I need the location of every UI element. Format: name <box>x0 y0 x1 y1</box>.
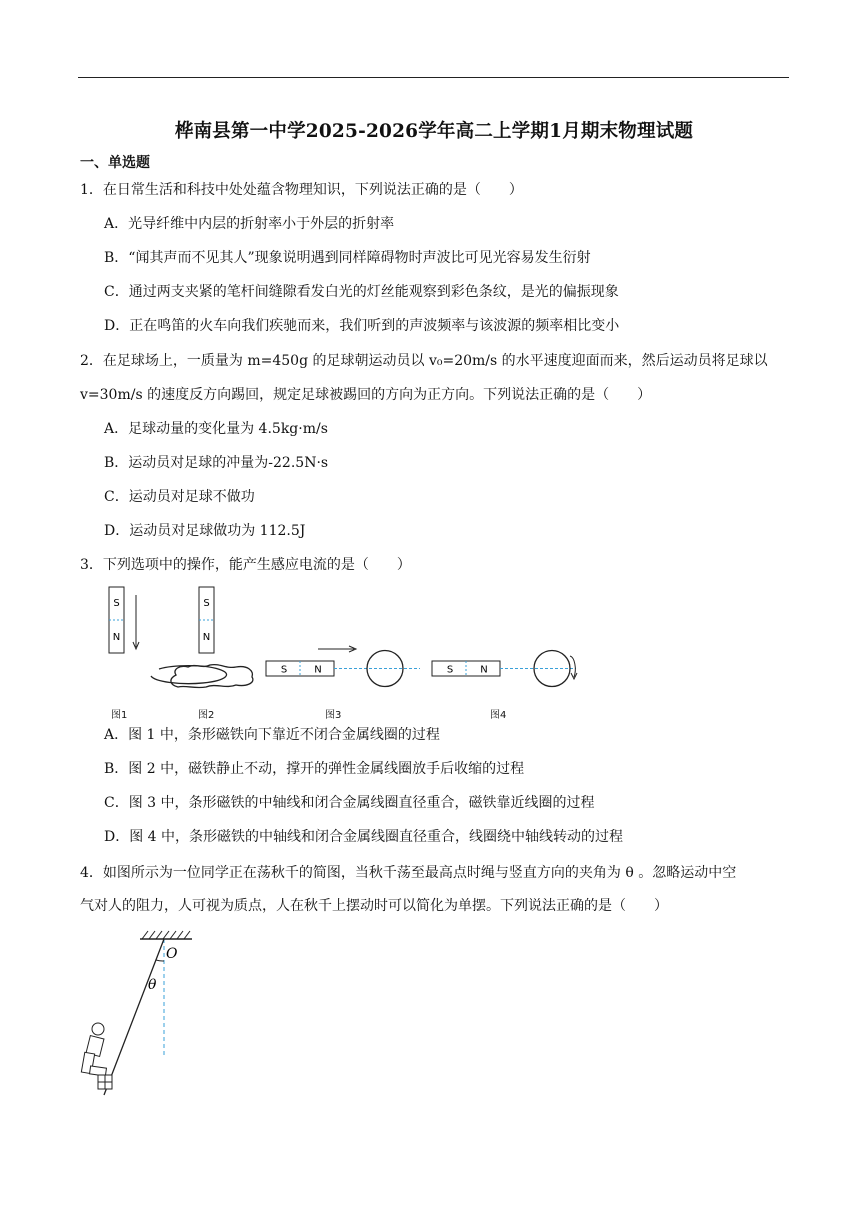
question-1-option-b: B．“闻其声而不见其人”现象说明遇到同样障碍物时声波比可见光容易发生衍射 <box>104 250 591 266</box>
figure-2 <box>171 587 253 688</box>
question-2-option-b: B．运动员对足球的冲量为-22.5N·s <box>104 455 329 471</box>
figure-4-label: 图4 <box>490 710 507 721</box>
question-1-option-c: C．通过两支夹紧的笔杆间缝隙看发白光的灯丝能观察到彩色条纹，是光的偏振现象 <box>104 284 619 300</box>
page-title: 桦南县第一中学2025-2026学年高二上学期1月期末物理试题 <box>174 121 694 142</box>
figure-3-label: 图3 <box>325 710 342 721</box>
question-3-option-b: B．图 2 中，磁铁静止不动，撑开的弹性金属线圈放手后收缩的过程 <box>104 761 525 777</box>
question-3-option-c: C．图 3 中，条形磁铁的中轴线和闭合金属线圈直径重合，磁铁靠近线圈的过程 <box>104 795 595 811</box>
pivot-label: O <box>166 946 178 962</box>
figure-3-pole-s: S <box>280 664 288 676</box>
angle-label: θ <box>148 977 157 993</box>
figure-4-pole-s: S <box>446 664 454 676</box>
ceiling-hatch <box>142 931 190 939</box>
section-heading: 一、单选题 <box>80 155 150 171</box>
question-1-option-d: D．正在鸣笛的火车向我们疾驰而来，我们听到的声波频率与该波源的频率相比变小 <box>104 318 620 334</box>
figure-1-open-ring <box>151 666 227 684</box>
figure-1-pole-s: S <box>113 598 120 609</box>
question-3-option-a: A．图 1 中，条形磁铁向下靠近不闭合金属线圈的过程 <box>104 727 440 743</box>
figure-2-pole-s: S <box>203 598 210 609</box>
figure-2-pole-n: N <box>202 632 211 643</box>
question-2-option-a: A．足球动量的变化量为 4.5kg·m/s <box>104 421 328 437</box>
angle-arc <box>156 960 164 961</box>
figure-3 <box>266 646 420 687</box>
question-4-swing-figure <box>70 925 210 1100</box>
figure-4-rotation-arrow <box>570 656 575 677</box>
figure-3-pole-n: N <box>314 664 322 676</box>
question-1-stem: 1．在日常生活和科技中处处蕴含物理知识，下列说法正确的是（ ） <box>80 182 523 198</box>
question-4-stem-line-2: 气对人的阻力，人可视为质点，人在秋千上摆动时可以简化为单摆。下列说法正确的是（ ） <box>80 898 668 914</box>
figure-4-pole-n: N <box>480 664 488 676</box>
question-2-stem-line-2: v=30m/s 的速度反方向踢回，规定足球被踢回的方向为正方向。下列说法正确的是（ ） <box>80 387 652 403</box>
figure-1-pole-n: N <box>112 632 121 643</box>
swing-rope <box>104 939 164 1095</box>
question-3-figures <box>76 585 596 725</box>
figure-1-label: 图1 <box>111 710 128 721</box>
question-2-option-c: C．运动员对足球不做功 <box>104 489 255 505</box>
top-rule <box>78 77 789 78</box>
question-2-stem-line-1: 2．在足球场上，一质量为 m=450g 的足球朝运动员以 v₀=20m/s 的水平速度迎面而来，然后运动员将足球以 <box>80 353 768 369</box>
figure-2-label: 图2 <box>198 710 215 721</box>
question-3-option-d: D．图 4 中，条形磁铁的中轴线和闭合金属线圈直径重合，线圈绕中轴线转动的过程 <box>104 829 624 845</box>
question-3-stem: 3．下列选项中的操作，能产生感应电流的是（ ） <box>80 557 411 573</box>
person-figure <box>81 1023 112 1089</box>
question-1-option-a: A．光导纤维中内层的折射率小于外层的折射率 <box>104 216 395 232</box>
question-4-stem-line-1: 4．如图所示为一位同学正在荡秋千的简图，当秋千荡至最高点时绳与竖直方向的夹角为 θ 。忽略运动中空 <box>80 865 737 881</box>
figure-4 <box>432 651 577 687</box>
question-2-option-d: D．运动员对足球做功为 112.5J <box>104 523 306 539</box>
